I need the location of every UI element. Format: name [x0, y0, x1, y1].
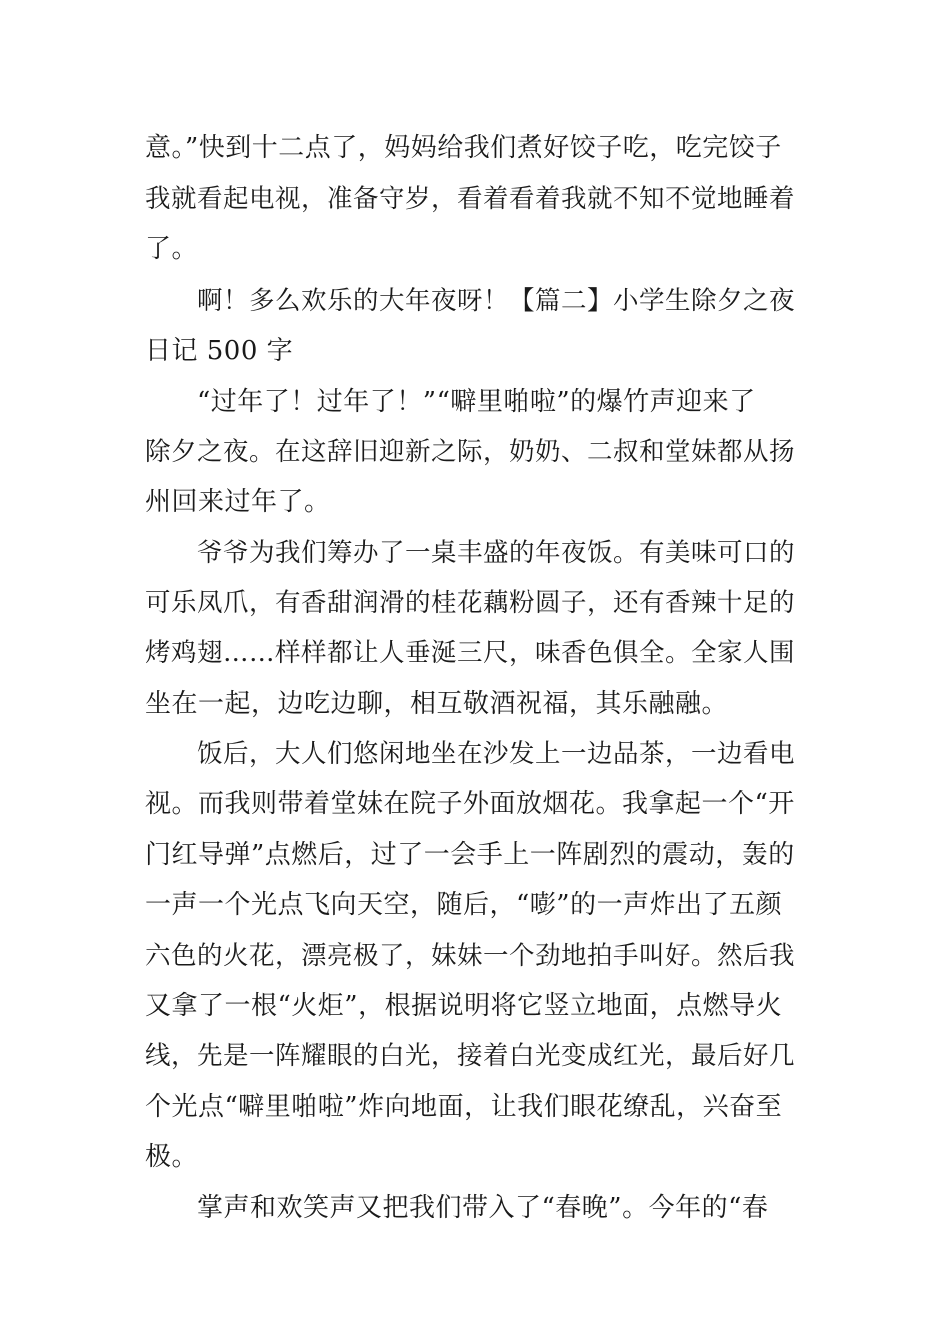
text-line: 坐在一起，边吃边聊，相互敬酒祝福，其乐融融。: [145, 689, 729, 719]
text-line: 掌声和欢笑声又把我们带入了“春晚”。今年的“春: [197, 1193, 769, 1223]
text-line: 线，先是一阵耀眼的白光，接着白光变成红光，最后好几: [145, 1041, 796, 1071]
text-line: 意。”快到十二点了，妈妈给我们煮好饺子吃，吃完饺子: [145, 133, 782, 163]
text-line: 啊！多么欢乐的大年夜呀！【篇二】小学生除夕之夜: [197, 286, 796, 316]
text-line: 了。: [145, 234, 199, 264]
text-line: 饭后，大人们悠闲地坐在沙发上一边品茶，一边看电: [197, 739, 796, 769]
text-line: 又拿了一根“火炬”，根据说明将它竖立地面，点燃导火: [145, 991, 783, 1021]
text-line: 个光点“噼里啪啦”炸向地面，让我们眼花缭乱，兴奋至: [145, 1092, 783, 1122]
text-line: 日记 500 字: [145, 336, 294, 366]
text-line: 视。而我则带着堂妹在院子外面放烟花。我拿起一个“开: [145, 789, 795, 819]
text-line: “过年了！过年了！”“噼里啪啦”的爆竹声迎来了: [197, 387, 756, 417]
text-line: 可乐凤爪，有香甜润滑的桂花藕粉圆子，还有香辣十足的: [145, 588, 796, 618]
text-line: 门红导弹”点燃后，过了一会手上一阵剧烈的震动，轰的: [145, 840, 795, 870]
text-line: 烤鸡翅……样样都让人垂涎三尺，味香色俱全。全家人围: [145, 638, 796, 668]
text-line: 六色的火花，漂亮极了，妹妹一个劲地拍手叫好。然后我: [145, 941, 796, 971]
text-line: 极。: [145, 1142, 199, 1172]
text-line: 州回来过年了。: [145, 487, 331, 517]
text-line: 我就看起电视，准备守岁，看着看着我就不知不觉地睡着: [145, 184, 796, 214]
text-line: 除夕之夜。在这辞旧迎新之际，奶奶、二叔和堂妹都从扬: [145, 437, 796, 467]
text-line: 爷爷为我们筹办了一桌丰盛的年夜饭。有美味可口的: [197, 538, 796, 568]
text-line: 一声一个光点飞向天空，随后，“嘭”的一声炸出了五颜: [145, 890, 783, 920]
